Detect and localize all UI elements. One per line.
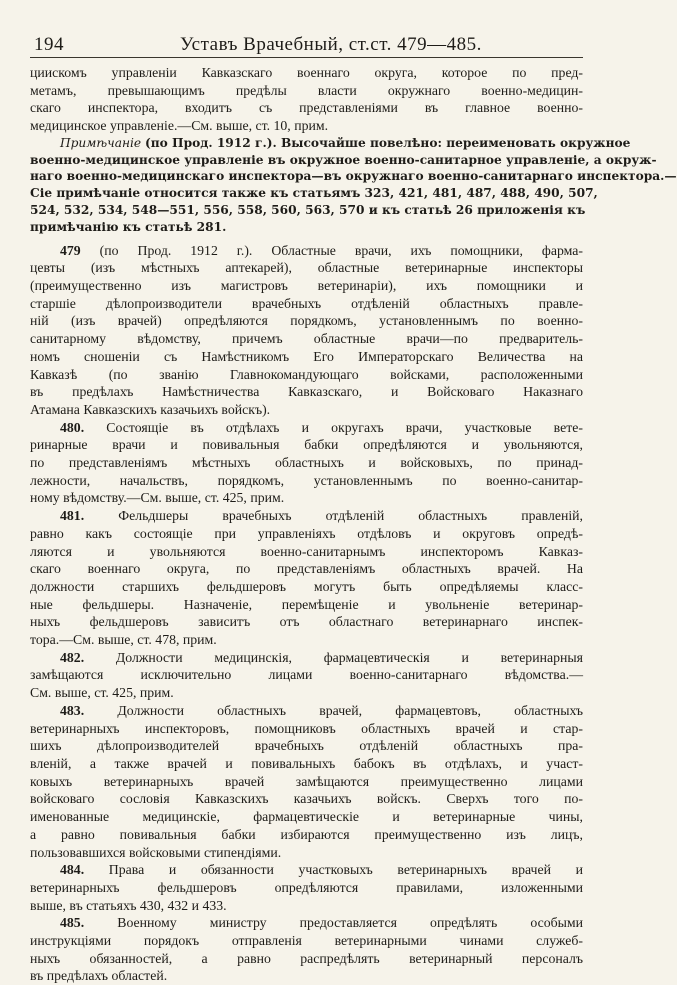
text-line: военно-медицинское управленіе въ окружное военно-санитарное управленіе, а окруж-	[30, 152, 657, 167]
text-line: Атамана Кавказскихъ казачьихъ войскъ).	[30, 401, 271, 417]
header-rule	[30, 57, 583, 58]
text-line: циискомъ управленіи Кавказскаго военнаго округа, которое по пред-	[30, 65, 583, 80]
text-line: Должности медицинскія, фармацевтическія и ветеринарныя	[115, 649, 583, 665]
text-line: скаго военнаго округа, по представленіямъ областныхъ врачей. На	[30, 561, 583, 577]
text-line: Кавказѣ (по званію Главнокомандующаго войсками, расположенными	[30, 366, 583, 382]
text-line: цевты (изъ мѣстныхъ аптекарей), областные ветеринарные инспекторы	[30, 260, 583, 276]
article-number: 479	[60, 242, 81, 258]
text-line: санитарному вѣдомству, причемъ областные врачи—по предваритель-	[30, 331, 583, 347]
text-line: (по Прод. 1912 г.). Высочайше повелѣно: переименовать окружное	[145, 135, 631, 150]
note-label: Примѣчаніе	[60, 135, 142, 150]
continuation-paragraph	[30, 64, 583, 135]
article-number: 481.	[60, 508, 85, 524]
text-line: а равно повивальныя бабки избираются преимущественно изъ лицъ,	[30, 826, 583, 842]
article-484	[30, 861, 583, 914]
text-line: ляются и увольняются военно-санитарнымъ инспекторомъ Кавказ-	[30, 543, 583, 559]
text-line: по представленіямъ мѣстныхъ областныхъ и войсковыхъ, по принад-	[30, 455, 583, 471]
text-line: Состоящіе въ отдѣлахъ и округахъ врачи, участковые вете-	[106, 419, 583, 435]
text-line: тора.—См. выше, ст. 478, прим.	[30, 632, 217, 648]
text-line: номъ сношеніи съ Намѣстникомъ Его Императорскаго Величества на	[30, 348, 583, 364]
text-line: вленій, а также врачей и повивальныхъ бабокъ въ отдѣлахъ, и участ-	[30, 755, 583, 771]
text-line: метамъ, превышающимъ предѣлы власти окружнаго военно-медицин-	[30, 82, 583, 98]
text-line: ній (изъ врачей) опредѣляются порядкомъ, установленнымъ по военно-	[30, 313, 583, 329]
text-line: ные фельдшеры. Назначеніе, перемѣщеніе и увольненіе ветеринар-	[30, 596, 583, 612]
text-line: въ предѣлахъ Намѣстничества Кавказскаго, и Войсковаго Наказнаго	[30, 384, 583, 400]
text-line: ныхъ фельдшеровъ зависитъ отъ областнаго ветеринарнаго инспек-	[30, 614, 583, 630]
text-line: инструкціями порядокъ отправленія ветеринарными чинами служеб-	[30, 933, 583, 949]
text-line: Военному министру предоставляется опредѣлять особыми	[117, 915, 583, 931]
article-number: 485.	[60, 915, 85, 931]
running-title: Уставъ Врачебный, ст.ст. 479—485.	[180, 34, 482, 55]
article-number: 484.	[60, 862, 85, 878]
article-number: 482.	[60, 649, 85, 665]
text-line: ветеринарныхъ инспекторовъ, помощниковъ областныхъ врачей и стар-	[30, 720, 583, 736]
text-line: ному вѣдомству.—См. выше, ст. 425, прим.	[30, 490, 285, 506]
text-line: примѣчанію къ статьѣ 281.	[30, 219, 227, 234]
text-line: (по Прод. 1912 г.). Областные врачи, ихъ помощники, фарма-	[99, 242, 583, 258]
text-line: Фельдшеры врачебныхъ отдѣленій областныхъ правленій,	[118, 508, 583, 524]
text-line: 524, 532, 534, 548—551, 556, 558, 560, 563, 570 и къ статьѣ 26 приложенія къ	[30, 203, 586, 217]
text-line: въ предѣлахъ областей.	[30, 968, 168, 984]
text-line: медицинское управленіе.—См. выше, ст. 10, прим.	[30, 118, 329, 134]
text-line: наго военно-медицинскаго инспектора—въ окружнаго военно-санитарнаго инспектора.—	[30, 169, 677, 184]
text-line: Должности областныхъ врачей, фармацевтовъ, областныхъ	[117, 702, 583, 718]
text-line: Сіе примѣчаніе относится также къ статьямъ 323, 421, 481, 487, 488, 490, 507,	[30, 186, 598, 201]
note-paragraph	[30, 135, 677, 236]
text-line: См. выше, ст. 425, прим.	[30, 685, 174, 701]
page-number: 194	[34, 34, 64, 55]
text-line: скаго инспектора, входитъ съ представленіями въ главное военно-	[30, 100, 583, 116]
text-line: пользовавшихся войсковыми стипендіями.	[30, 844, 282, 860]
text-line: (преимущественно изъ магистровъ ветеринаріи), ихъ помощники и	[30, 278, 583, 293]
text-line: войсковаго сословія Кавказскихъ казачьихъ войскъ. Сверхъ того по-	[30, 791, 583, 807]
article-480	[30, 419, 583, 508]
text-line: ринарные врачи и повивальныя бабки опредѣляются и увольняются,	[30, 437, 583, 453]
article-483	[30, 702, 583, 861]
text-line: ныхъ обязанностей, а равно распредѣлять ветеринарный персоналъ	[30, 950, 583, 966]
text-line: шихъ дѣлопроизводителей врачебныхъ отдѣленій областныхъ пра-	[30, 738, 583, 754]
text-line: лежности, начальствъ, порядкомъ, установленнымъ по военно-санитар-	[30, 472, 583, 488]
text-line: ковыхъ ветеринарныхъ врачей замѣщаются преимущественно лицами	[30, 773, 583, 789]
article-485	[30, 914, 583, 985]
text-line: именованные медицинскіе, фармацевтическіе и ветеринарные чины,	[30, 809, 583, 825]
text-line: старшіе дѣлопроизводители врачебныхъ отдѣленій областныхъ правле-	[30, 295, 583, 311]
article-number: 480.	[60, 419, 85, 435]
text-line: равно какъ состоящіе при управленіяхъ отдѣловъ и округовъ опредѣ-	[30, 525, 583, 541]
text-line: ветеринарныхъ фельдшеровъ опредѣляются правилами, изложенными	[30, 879, 583, 895]
page-header	[30, 14, 583, 54]
text-line: выше, въ статьяхъ 430, 432 и 433.	[30, 897, 227, 913]
text-line: замѣщаются исключительно лицами военно-санитарнаго вѣдомства.—	[30, 667, 583, 683]
text-line: Права и обязанности участковыхъ ветеринарныхъ врачей и	[108, 862, 583, 878]
article-482	[30, 649, 583, 702]
article-481	[30, 507, 583, 649]
article-number: 483.	[60, 702, 85, 718]
text-line: должности старшихъ фельдшеровъ могутъ быть опредѣляемы класс-	[30, 578, 583, 594]
article-479	[30, 242, 583, 419]
